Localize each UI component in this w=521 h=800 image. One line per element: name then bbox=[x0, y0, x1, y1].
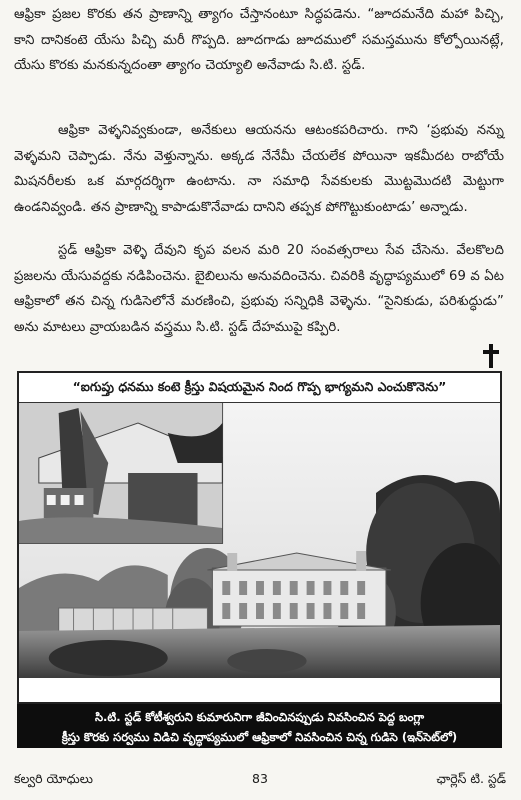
caption-line-2: క్రీస్తు కొరకు సర్వము విడిచి వృద్ధాప్యములో ఆఫ్రికాలో నివసించిన చిన్న గుడిసె (ఇన్‌సెట్‌లో) bbox=[61, 730, 458, 744]
caption-line-1: సి.టి. స్టడ్ కోటీశ్వరుని కుమారునిగా జీవించినప్పుడు నివసించిన పెద్ద బంగ్లా bbox=[94, 710, 425, 724]
photo-figure bbox=[17, 371, 502, 704]
photo-caption bbox=[17, 704, 502, 748]
figure-quote: “ఐగుప్తు ధనము కంటె క్రీస్తు విషయమైన నింద గొప్ప భాగ్యమని ఎంచుకొనెను” bbox=[19, 373, 500, 403]
cross-icon bbox=[482, 344, 500, 368]
bungalow-photo bbox=[19, 403, 500, 678]
book-title: కల్వరి యోధులు bbox=[14, 771, 93, 786]
paragraph-1: ఆఫ్రికా ప్రజల కొరకు తన ప్రాణాన్ని త్యాగం చేస్తానంటూ సిద్ధపడెను. “జూదమనేది మహా పిచ్చి, కాని దానికంటె యేసు పిచ్చి మరీ గొప్పది. జూదగాడు జూదములో సమస్తమును కోల్పోయినట్లే, యేసు కొరకు మనకున్నదంతా త్యాగం చెయ్యాలి అనేవాడు సి.టి. స్టడ్. bbox=[14, 7, 504, 73]
page-footer bbox=[14, 768, 506, 790]
page-number: 83 bbox=[252, 771, 268, 786]
paragraph-2: ఆఫ్రికా వెళ్ళనివ్వకుండా, అనేకులు ఆయనను ఆటంకపరిచారు. గాని ‘ప్రభువు నన్ను వెళ్ళమని చెప్పాడు. నేను వెళ్తున్నాను. అక్కడ నేనేమీ చేయలేక పోయినా ఇకమీదట రాబోయే మిషనరీలకు ఒక మార్గదర్శిగా ఉంటాను. నా సమాధి సేవకులకు మొట్టమొదటి మెట్టుగా ఉండనివ్వండి. తన ప్రాణాన్ని కాపాడుకొనేవాడు దానిని తప్పక పోగొట్టుకుంటాడు’ అన్నాడు. bbox=[14, 123, 504, 215]
chapter-title: ఛార్లెస్ టి. స్టడ్ bbox=[436, 771, 506, 786]
paragraph-3: స్టడ్ ఆఫ్రికా వెళ్ళి దేవుని కృప వలన మరి 20 సంవత్సరాలు సేవ చేసెను. వేలకొలది ప్రజలను యేసువద్దకు నడిపించెను. బైబిలును అనువదించెను. చివరికి వృద్ధాప్యములో 69 వ ఏట ఆఫ్రికాలో తన చిన్న గుడిసెలోనే మరణించి, ప్రభువు సన్నిధికి వెళ్ళెను. “సైనికుడు, పరిశుద్ధుడు” అను మాటలు వ్రాయబడిన వస్త్రము సి.టి. స్టడ్ దేహముపై కప్పిరి. bbox=[14, 243, 504, 335]
